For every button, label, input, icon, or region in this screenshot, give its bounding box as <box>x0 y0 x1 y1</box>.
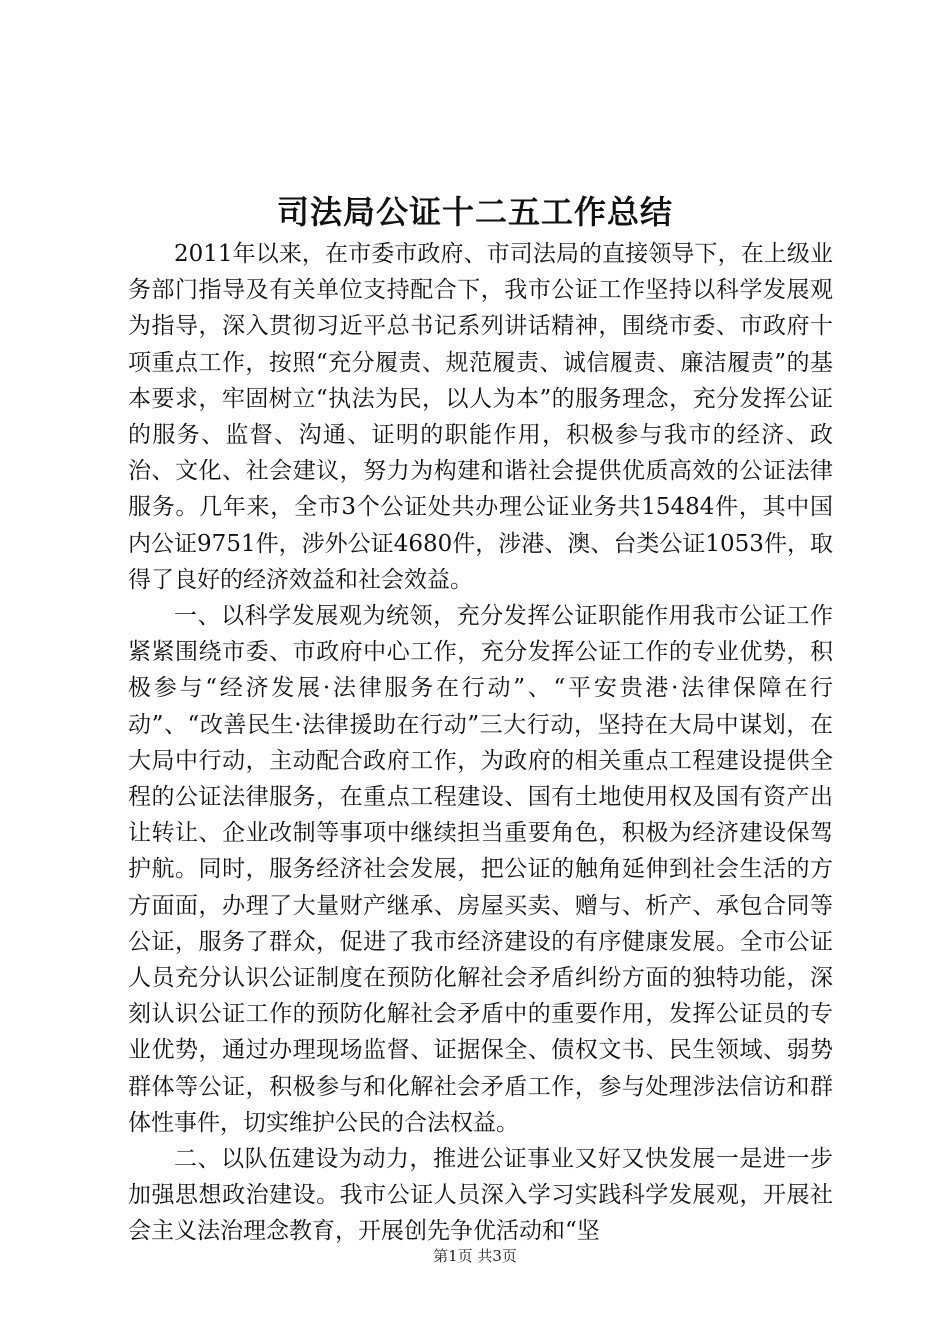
document-body <box>128 236 833 1250</box>
document-title: 司法局公证十二五工作总结 <box>276 193 673 231</box>
paragraph-section-one: 一、以科学发展观为统领，充分发挥公证职能作用我市公证工作紧紧围绕市委、市政府中心工作，充分发挥公证工作的专业优势，积极参与“经济发展·法律服务在行动”、“平安贵港·法律保障在行动”、“改善民生·法律援助在行动”三大行动，坚持在大局中谋划，在大局中行动，主动配合政府工作，为政府的相关重点工程建设提供全程的公证法律服务，在重点工程建设、国有土地使用权及国有资产出让转让、企业改制等事项中继续担当重要角色，积极为经济建设保驾护航。同时，服务经济社会发展，把公证的触角延伸到社会生活的方方面面，办理了大量财产继承、房屋买卖、赠与、析产、承包合同等公证，服务了群众，促进了我市经济建设的有序健康发展。全市公证人员充分认识公证制度在预防化解社会矛盾纠纷方面的独特功能，深刻认识公证工作的预防化解社会矛盾中的重要作用，发挥公证员的专业优势，通过办理现场监督、证据保全、债权文书、民生领域、弱势群体等公证，积极参与和化解社会矛盾工作，参与处理涉法信访和群体性事件，切实维护公民的合法权益。 <box>128 603 833 1136</box>
paragraph-section-two: 二、以队伍建设为动力，推进公证事业又好又快发展一是进一步加强思想政治建设。我市公证人员深入学习实践科学发展观，开展社会主义法治理念教育，开展创先争优活动和“坚 <box>128 1146 833 1245</box>
paragraph-intro: 2011年以来，在市委市政府、市司法局的直接领导下，在上级业务部门指导及有关单位支持配合下，我市公证工作坚持以科学发展观为指导，深入贯彻习近平总书记系列讲话精神，围绕市委、市政府十项重点工作，按照“充分履责、规范履责、诚信履责、廉洁履责”的基本要求，牢固树立“执法为民，以人为本”的服务理念，充分发挥公证的服务、监督、沟通、证明的职能作用，积极参与我市的经济、政治、文化、社会建议，努力为构建和谐社会提供优质高效的公证法律服务。几年来，全市3个公证处共办理公证业务共15484件，其中国内公证9751件，涉外公证4680件，涉港、澳、台类公证1053件，取得了良好的经济效益和社会效益。 <box>128 241 833 593</box>
page-footer: 第1页 共3页 <box>433 1247 517 1265</box>
